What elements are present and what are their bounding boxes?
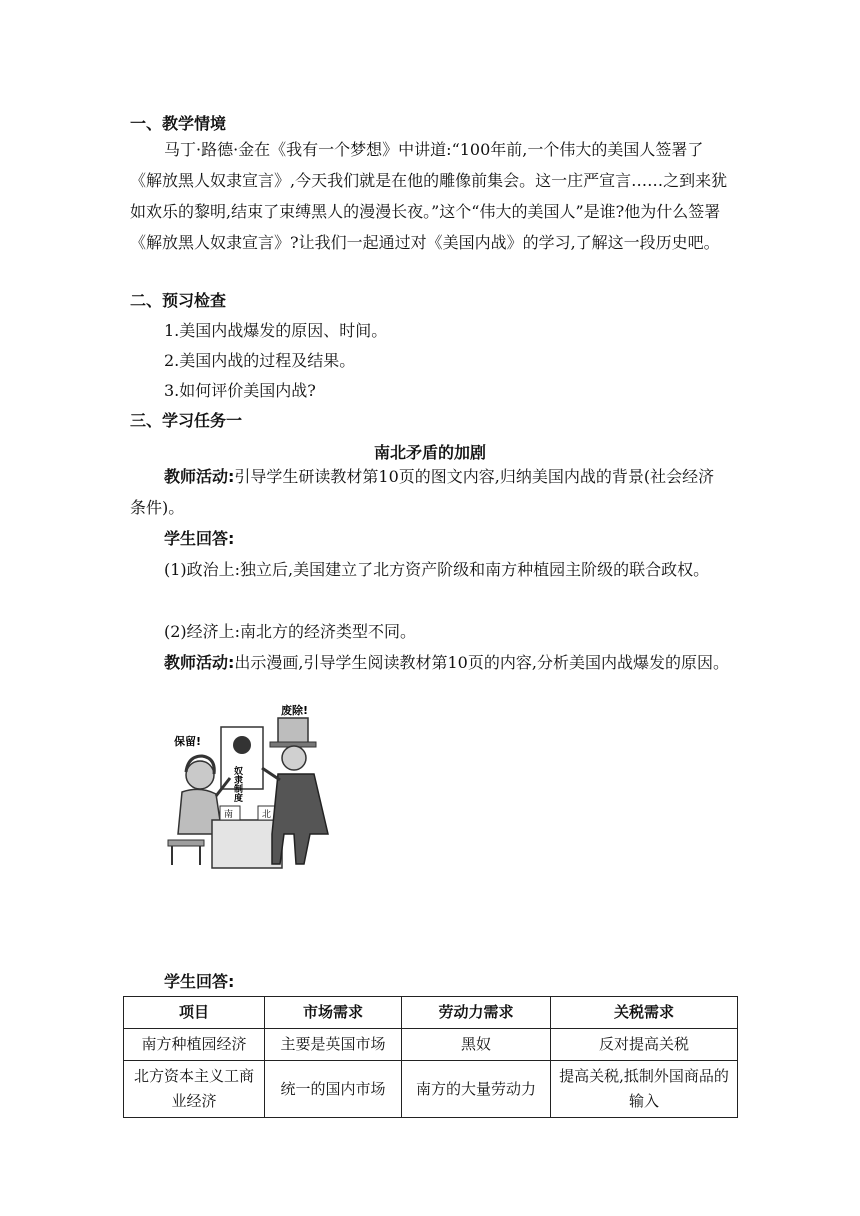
teacher-text: 引导学生研读教材第10页的图文内容,归纳美国内战的背景(社会经济条件)。 bbox=[130, 467, 715, 517]
teacher-activity-2 bbox=[130, 647, 730, 678]
table-cell: 黑奴 bbox=[402, 1029, 551, 1061]
answer-economic: (2)经济上:南北方的经济类型不同。 bbox=[164, 622, 417, 641]
section-2-heading: 二、预习检查 bbox=[130, 291, 227, 310]
poster-text: 奴隶制度 bbox=[232, 766, 242, 802]
table-row bbox=[124, 1061, 738, 1118]
table-row bbox=[124, 1029, 738, 1061]
header-labor: 劳动力需求 bbox=[402, 997, 551, 1029]
section-1-heading: 一、教学情境 bbox=[130, 114, 227, 133]
header-tariff: 关税需求 bbox=[551, 997, 738, 1029]
table-cell: 提高关税,抵制外国商品的输入 bbox=[551, 1061, 738, 1118]
table-header-row bbox=[124, 997, 738, 1029]
table-cell: 反对提高关税 bbox=[551, 1029, 738, 1061]
table-cell: 统一的国内市场 bbox=[265, 1061, 402, 1118]
preview-item-3: 3.如何评价美国内战? bbox=[164, 381, 316, 400]
header-item: 项目 bbox=[124, 997, 265, 1029]
table-cell: 北方资本主义工商业经济 bbox=[124, 1061, 265, 1118]
left-speech: 保留! bbox=[174, 735, 202, 748]
north-south-cartoon bbox=[160, 700, 360, 875]
section-3-heading: 三、学习任务一 bbox=[130, 411, 243, 430]
preview-item-2: 2.美国内战的过程及结果。 bbox=[164, 351, 356, 370]
answer-political: (1)政治上:独立后,美国建立了北方资产阶级和南方种植园主阶级的联合政权。 bbox=[164, 560, 710, 579]
teacher-label: 教师活动: bbox=[164, 467, 235, 486]
desk-label-north: 北 bbox=[262, 810, 272, 820]
teacher-text: 出示漫画,引导学生阅读教材第10页的内容,分析美国内战爆发的原因。 bbox=[234, 653, 729, 672]
desk-label-south: 南 bbox=[224, 810, 234, 820]
task-title: 南北矛盾的加剧 bbox=[373, 443, 486, 462]
header-market: 市场需求 bbox=[265, 997, 402, 1029]
preview-item-1: 1.美国内战爆发的原因、时间。 bbox=[164, 321, 388, 340]
table-cell: 南方种植园经济 bbox=[124, 1029, 265, 1061]
teacher-label: 教师活动: bbox=[164, 653, 235, 672]
economy-comparison-table bbox=[123, 996, 738, 1118]
section-1-paragraph: 马丁·路德·金在《我有一个梦想》中讲道:“100年前,一个伟大的美国人签署了《解放黑人奴隶宣言》,今天我们就是在他的雕像前集会。这一庄严宣言……之到来犹如欢乐的黎明,结束了束缚黑人的漫漫长夜。”这个“伟大的美国人”是谁?他为什么签署《解放黑人奴隶宣言》?让我们一起通过对《美国内战》的学习,了解这一段历史吧。 bbox=[130, 140, 728, 252]
student-answer-label-1: 学生回答: bbox=[164, 529, 235, 548]
right-speech: 废除! bbox=[281, 704, 309, 717]
table-cell: 南方的大量劳动力 bbox=[402, 1061, 551, 1118]
student-answer-label-2: 学生回答: bbox=[164, 972, 235, 991]
table-cell: 主要是英国市场 bbox=[265, 1029, 402, 1061]
teacher-activity-1 bbox=[130, 461, 730, 523]
